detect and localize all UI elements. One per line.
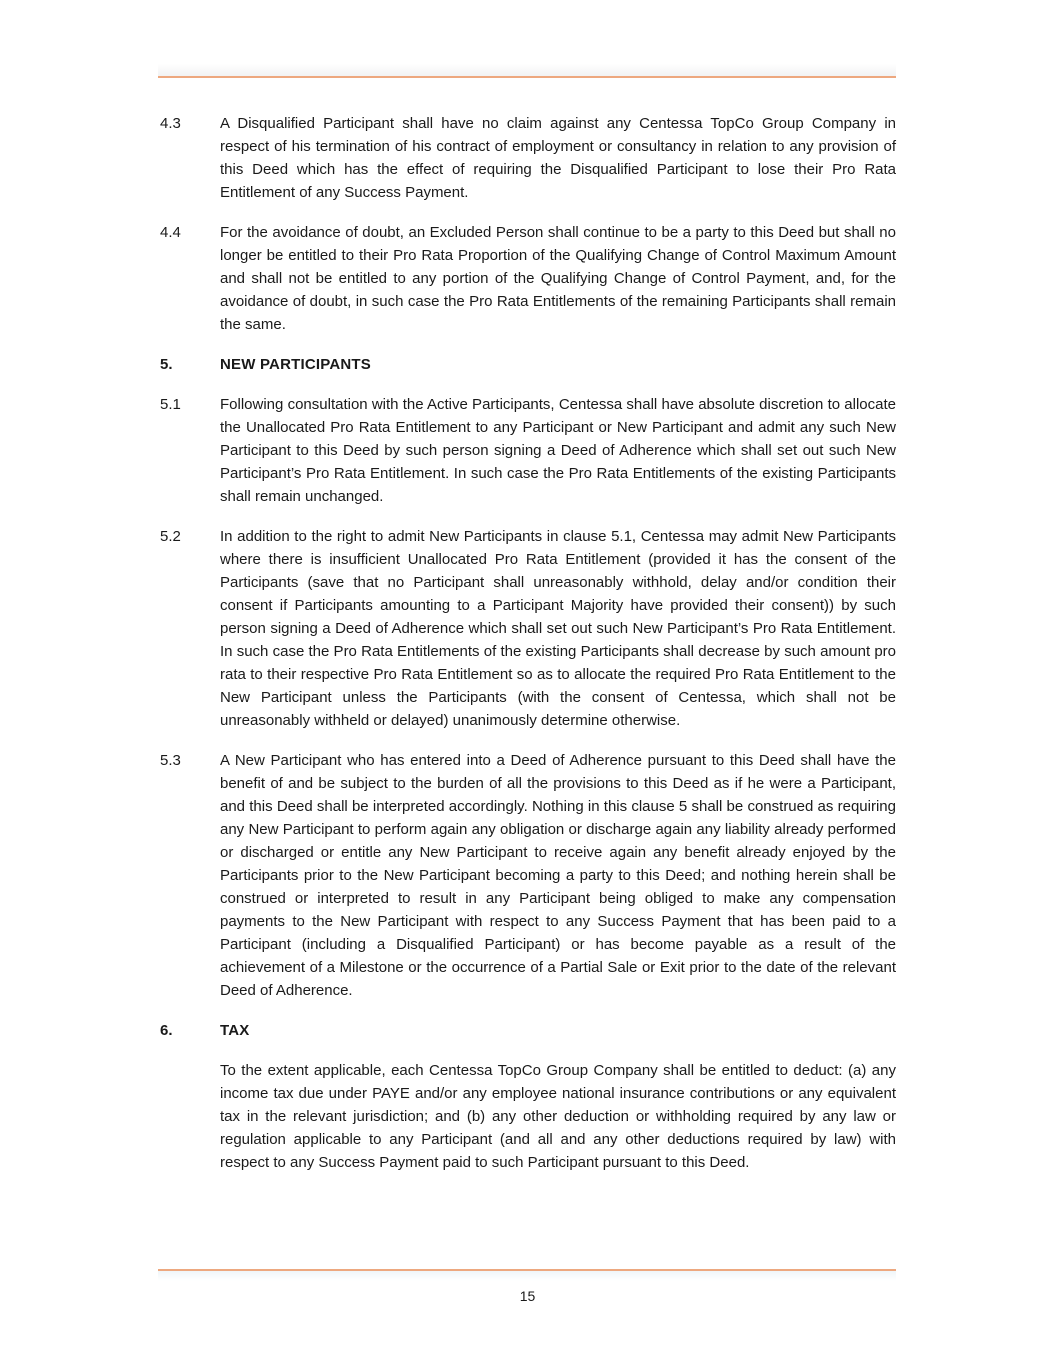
clause-text: A New Participant who has entered into a Deed of Adherence pursuant to this Deed shall have the benefit of and be subject to the burden of all the provisions to this Deed as if he were a Participant, and this Deed shall be interpreted accordingly. Nothing in this clause 5 shall be construed as requiring any New Participant to perform again any obligation or discharge again any liability already performed or discharged or entitle any New Participant to receive again any benefit already enjoyed by the Participants prior to the New Participant becoming a party to this Deed; and nothing herein shall be construed or interpreted to result in any Participant being obliged to make any compensation payments to the New Participant with respect to any Success Payment that has been paid to a Participant (including a Disqualified Participant) or has become payable as a result of the achievement of a Milestone or the occurrence of a Partial Sale or Exit prior to the date of the relevant Deed of Adherence. — [220, 752, 896, 999]
clause-number: 4.4 — [160, 224, 181, 241]
clause-text: Following consultation with the Active Participants, Centessa shall have absolute discretion to allocate the Unallocated Pro Rata Entitlement to any Participant or New Participant and admit any such New Participant to this Deed by such person signing a Deed of Adherence which shall set out such New Participant’s Pro Rata Entitlement. In such case the Pro Rata Entitlements of the existing Participants shall remain unchanged. — [220, 396, 896, 505]
clause-4-4 — [160, 221, 896, 336]
clause-6-body — [160, 1059, 896, 1174]
clause-text: A Disqualified Participant shall have no claim against any Centessa TopCo Group Company in respect of his termination of his contract of employment or consultancy in relation to any provision of this Deed which has the effect of requiring the Disqualified Participant to lose their Pro Rata Entitlement of any Success Payment. — [220, 115, 896, 201]
clause-number: 5.3 — [160, 752, 181, 769]
clause-4-3 — [160, 112, 896, 204]
clause-5-1 — [160, 393, 896, 508]
clause-text: In addition to the right to admit New Participants in clause 5.1, Centessa may admit New Participants where there is insufficient Unallocated Pro Rata Entitlement (provided it has the consent of the Participants (save that no Participant shall unreasonably withhold, delay and/or condition their consent if Participants amounting to a Participant Majority have provided their consent)) by such person signing a Deed of Adherence which shall set out such New Participant’s Pro Rata Entitlement. In such case the Pro Rata Entitlements of the existing Participants shall decrease by such amount pro rata to their respective Pro Rata Entitlement so as to allocate the required Pro Rata Entitlement to the New Participant unless the Participants (with the consent of Centessa, which shall not be unreasonably withheld or delayed) unanimously determine otherwise. — [220, 528, 896, 729]
clause-number: 5.2 — [160, 528, 181, 545]
section-heading-6 — [160, 1019, 896, 1042]
section-number: 6. — [160, 1022, 173, 1039]
clause-5-3 — [160, 749, 896, 1002]
clause-number: 4.3 — [160, 115, 181, 132]
section-heading-5 — [160, 353, 896, 376]
clause-5-2 — [160, 525, 896, 732]
clause-number — [160, 1059, 220, 1174]
footer-divider — [158, 1269, 896, 1271]
section-heading-text: NEW PARTICIPANTS — [220, 356, 371, 373]
section-heading-text: TAX — [220, 1022, 250, 1039]
page-number: 15 — [519, 1288, 536, 1304]
clause-number: 5.1 — [160, 396, 181, 413]
clause-text: For the avoidance of doubt, an Excluded Person shall continue to be a party to this Deed but shall no longer be entitled to their Pro Rata Proportion of the Qualifying Change of Control Maximum Amount and shall not be entitled to any portion of the Qualifying Change of Control Payment, and, for the avoidance of doubt, in such case the Pro Rata Entitlements of the remaining Participants shall remain the same. — [220, 224, 896, 333]
document-body — [160, 112, 896, 1191]
clause-text: To the extent applicable, each Centessa TopCo Group Company shall be entitled to deduct: (a) any income tax due under PAYE and/or any employee national insurance contributions or any equivalent tax in the relevant jurisdiction; and (b) any other deduction or withholding required by any law or regulation applicable to any Participant (and all and any other deductions required by law) with respect to any Success Payment paid to such Participant pursuant to this Deed. — [220, 1062, 896, 1171]
section-number: 5. — [160, 356, 173, 373]
header-divider — [158, 76, 896, 78]
